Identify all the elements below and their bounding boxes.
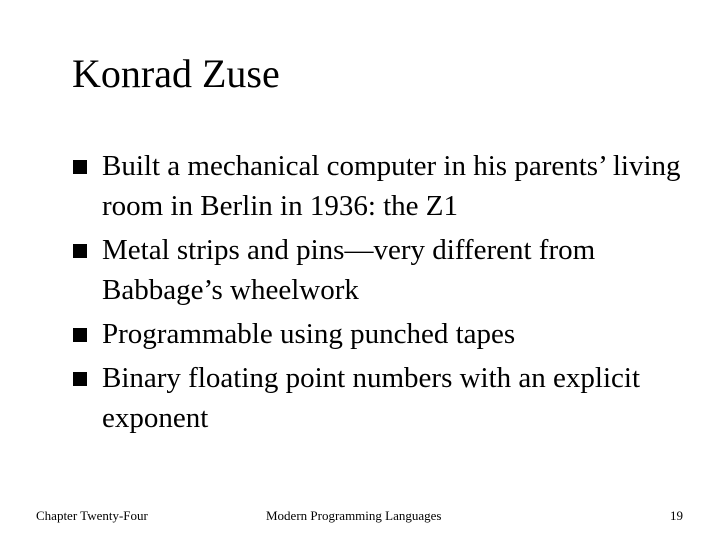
bullet-text: Built a mechanical computer in his parents’ living room in Berlin in 1936: the Z1 xyxy=(102,150,681,222)
square-bullet-icon xyxy=(73,160,87,174)
bullet-text: Binary floating point numbers with an explicit exponent xyxy=(102,362,641,434)
footer-course: Modern Programming Languages xyxy=(266,508,442,523)
square-bullet-icon xyxy=(73,328,87,342)
bullet-text: Metal strips and pins—very different from Babbage’s wheelwork xyxy=(102,234,596,306)
bullet-item xyxy=(72,358,692,438)
bullet-list xyxy=(72,146,692,442)
bullet-item xyxy=(72,314,692,354)
bullet-item xyxy=(72,146,692,226)
footer-page-number: 19 xyxy=(670,508,683,523)
square-bullet-icon xyxy=(73,244,87,258)
bullet-item xyxy=(72,230,692,310)
footer-chapter: Chapter Twenty-Four xyxy=(36,508,148,523)
slide-title: Konrad Zuse xyxy=(72,51,280,96)
square-bullet-icon xyxy=(73,372,87,386)
bullet-text: Programmable using punched tapes xyxy=(102,318,516,350)
